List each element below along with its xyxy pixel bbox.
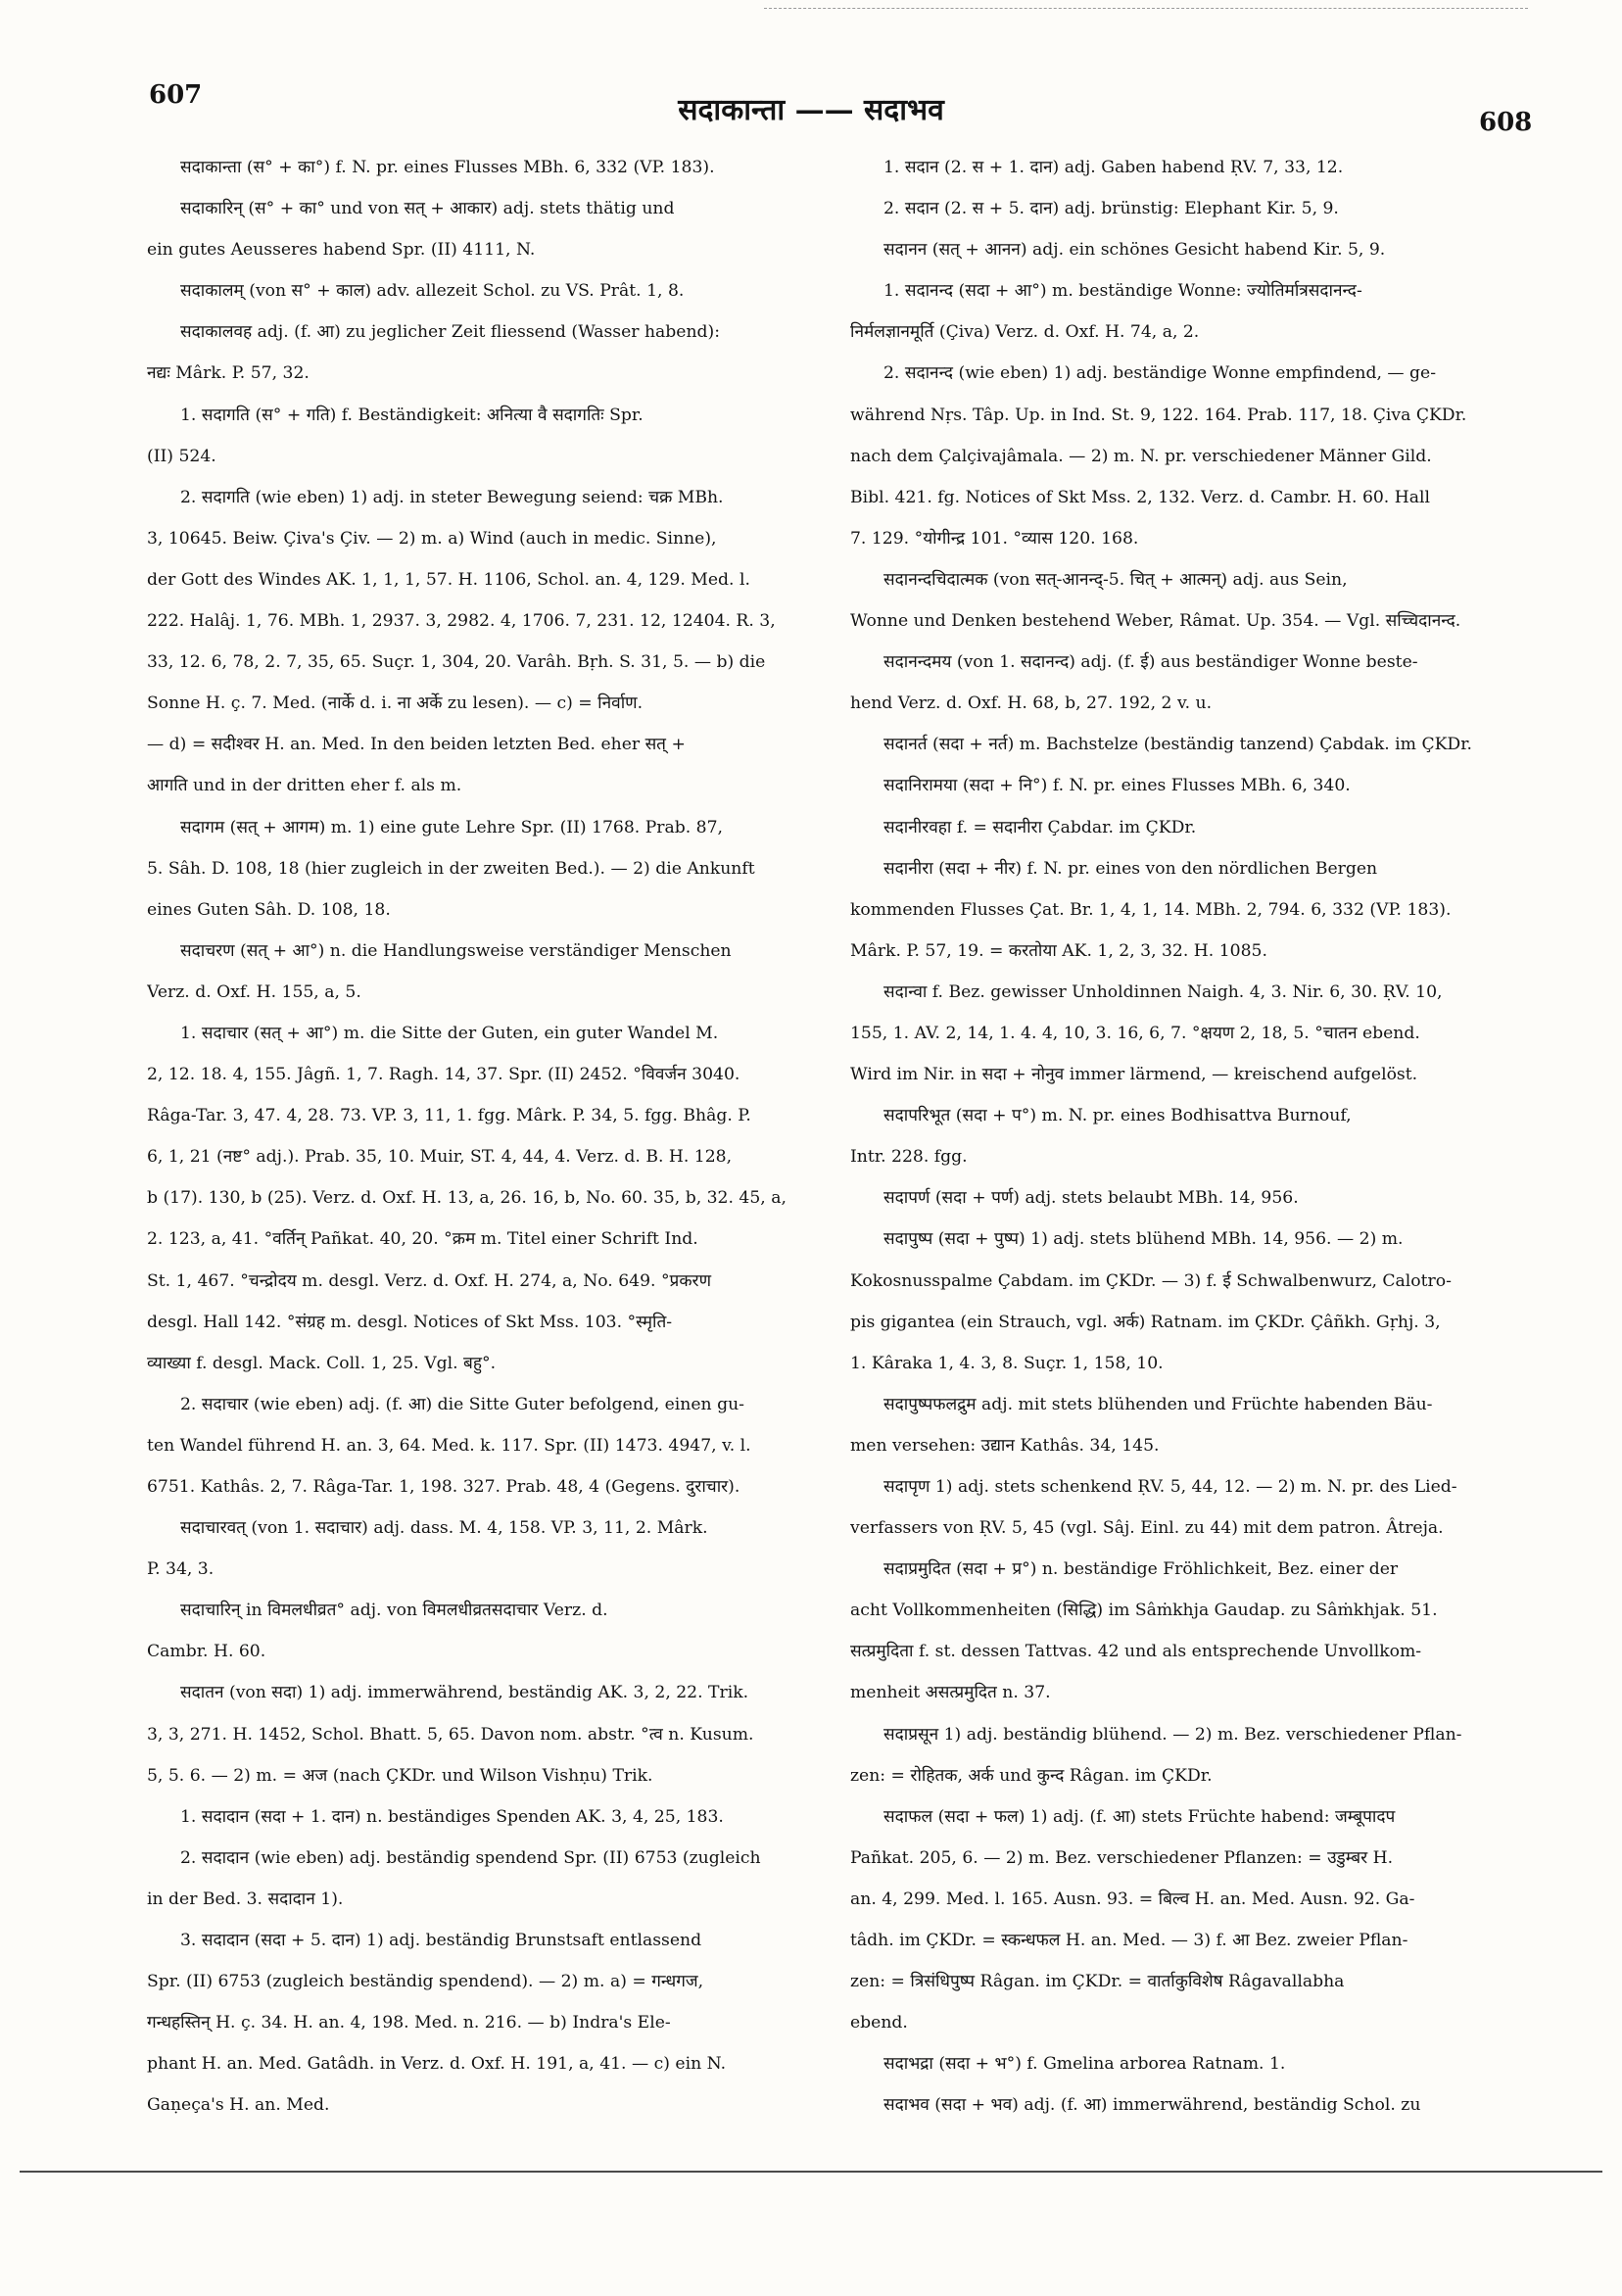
dictionary-line: nach dem Çalçivajâmala. — 2) m. N. pr. verschiedener Männer Gild. <box>850 446 1432 466</box>
dictionary-line: सदापर्ण (सदा + पर्ण) adj. stets belaubt MBh. 14, 956. <box>883 1188 1299 1209</box>
dictionary-line: Spr. (II) 6753 (zugleich beständig spendend). — 2) m. a) = गन्धगज, <box>147 1972 704 1992</box>
dictionary-line: सदाभद्रा (सदा + भ°) f. Gmelina arborea Ratnam. 1. <box>883 2054 1286 2075</box>
dictionary-line: 5, 5. 6. — 2) m. = अज (nach ÇKDr. und Wilson Vishṇu) Trik. <box>147 1765 653 1786</box>
dictionary-line: b (17). 130, b (25). Verz. d. Oxf. H. 13, a, 26. 16, b, No. 60. 35, b, 32. 45, a, <box>147 1188 787 1209</box>
right-column <box>850 147 1501 2127</box>
dictionary-line: Kokosnusspalme Çabdam. im ÇKDr. — 3) f. ई Schwalbenwurz, Calotro- <box>850 1270 1452 1291</box>
dictionary-line: सदानन्दमय (von 1. सदानन्द) adj. (f. ई) aus beständiger Wonne beste- <box>883 652 1418 673</box>
dictionary-line: Cambr. H. 60. <box>147 1642 266 1662</box>
dictionary-line: 7. 129. °योगीन्द्र 101. °व्यास 120. 168. <box>850 528 1139 549</box>
dictionary-line: सदाप्रसून 1) adj. beständig blühend. — 2) m. Bez. verschiedener Pflan- <box>883 1724 1462 1745</box>
dictionary-line: सदाकारिन् (स° + का° und von सत् + आकार) adj. stets thätig und <box>180 199 675 219</box>
dictionary-line: Gaṇeça's H. an. Med. <box>147 2095 330 2116</box>
dictionary-line: in der Bed. 3. सदादान 1). <box>147 1889 344 1909</box>
dictionary-line: pis gigantea (ein Strauch, vgl. अर्क) Ratnam. im ÇKDr. Çâñkh. Gṛhj. 3, <box>850 1312 1441 1332</box>
dictionary-line: eines Guten Sâh. D. 108, 18. <box>147 899 391 920</box>
dictionary-line: desgl. Hall 142. °संग्रह m. desgl. Notices of Skt Mss. 103. °स्मृति- <box>147 1312 673 1332</box>
dictionary-line: ein gutes Aeusseres habend Spr. (II) 4111, N. <box>147 240 536 261</box>
dictionary-line: hend Verz. d. Oxf. H. 68, b, 27. 192, 2 v. u. <box>850 694 1213 714</box>
dictionary-line: 3, 3, 271. H. 1452, Schol. Bhatt. 5, 65. Davon nom. abstr. °त्व n. Kusum. <box>147 1724 754 1745</box>
dictionary-line: an. 4, 299. Med. l. 165. Ausn. 93. = बिल्व H. an. Med. Ausn. 92. Ga- <box>850 1889 1415 1909</box>
running-title: सदाकान्ता —— सदाभव <box>678 93 944 127</box>
dictionary-line: सदानन (सत् + आनन) adj. ein schönes Gesicht habend Kir. 5, 9. <box>883 240 1386 261</box>
dictionary-line: verfassers von ṚV. 5, 45 (vgl. Sâj. Einl. zu 44) mit dem patron. Âtreja. <box>850 1518 1444 1539</box>
dictionary-line: 2. सदाचार (wie eben) adj. (f. आ) die Sitte Guter befolgend, einen gu- <box>180 1394 744 1414</box>
dictionary-line: सदानीरा (सदा + नीर) f. N. pr. eines von den nördlichen Bergen <box>883 858 1378 879</box>
dictionary-line: 6751. Kathâs. 2, 7. Râga-Tar. 1, 198. 327. Prab. 48, 4 (Gegens. दुराचार). <box>147 1477 740 1497</box>
dictionary-line: tâdh. im ÇKDr. = स्कन्धफल H. an. Med. — 3) f. आ Bez. zweier Pflan- <box>850 1931 1408 1951</box>
dictionary-line: 1. Kâraka 1, 4. 3, 8. Suçr. 1, 158, 10. <box>850 1353 1164 1373</box>
dictionary-line: 2, 12. 18. 4, 155. Jâgñ. 1, 7. Ragh. 14, 37. Spr. (II) 2452. °विवर्जन 3040. <box>147 1065 740 1085</box>
dictionary-line: सदाकालम् (von स° + काल) adv. allezeit Schol. zu VS. Prât. 1, 8. <box>180 281 685 302</box>
page-number-right: 608 <box>1479 108 1533 137</box>
dictionary-line: 1. सदादान (सदा + 1. दान) n. beständiges Spenden AK. 3, 4, 25, 183. <box>180 1806 724 1827</box>
dictionary-line: Wird im Nir. in सदा + नोनुव immer lärmend, — kreischend aufgelöst. <box>850 1065 1418 1085</box>
dictionary-line: 3, 10645. Beiw. Çiva's Çiv. — 2) m. a) Wind (auch in medic. Sinne), <box>147 528 717 549</box>
dictionary-line: Verz. d. Oxf. H. 155, a, 5. <box>147 981 361 1002</box>
dictionary-line: der Gott des Windes AK. 1, 1, 1, 57. H. 1106, Schol. an. 4, 129. Med. l. <box>147 569 750 590</box>
dictionary-line: सदापुष्प (सदा + पुष्प) 1) adj. stets blühend MBh. 14, 956. — 2) m. <box>883 1229 1404 1250</box>
dictionary-line: 33, 12. 6, 78, 2. 7, 35, 65. Suçr. 1, 304, 20. Varâh. Bṛh. S. 31, 5. — b) die <box>147 652 766 673</box>
dictionary-line: Mârk. P. 57, 19. = करतोया AK. 1, 2, 3, 32. H. 1085. <box>850 940 1267 961</box>
dictionary-line: phant H. an. Med. Gatâdh. in Verz. d. Oxf. H. 191, a, 41. — c) ein N. <box>147 2054 727 2075</box>
dictionary-line: 2. 123, a, 41. °वर्तिन् Pañkat. 40, 20. °क्रम m. Titel einer Schrift Ind. <box>147 1229 698 1250</box>
dictionary-line: 5. Sâh. D. 108, 18 (hier zugleich in der zweiten Bed.). — 2) die Ankunft <box>147 858 755 879</box>
dictionary-line: सदातन (von सदा) 1) adj. immerwährend, beständig AK. 3, 2, 22. Trik. <box>180 1683 749 1703</box>
page-number-left: 607 <box>149 80 203 110</box>
dictionary-line: सदाभव (सदा + भव) adj. (f. आ) immerwährend, beständig Schol. zu <box>883 2095 1421 2116</box>
top-edge-rule <box>764 8 1528 9</box>
dictionary-line: menheit असत्प्रमुदित n. 37. <box>850 1683 1051 1703</box>
dictionary-line: acht Vollkommenheiten (सिद्धि) im Sâṁkhja Gaudap. zu Sâṁkhjak. 51. <box>850 1601 1438 1621</box>
dictionary-line: 1. सदागति (स° + गति) f. Beständigkeit: अनित्या वै सदागतिः Spr. <box>180 405 644 425</box>
dictionary-line: 2. सदानन्द (wie eben) 1) adj. beständige Wonne empfindend, — ge- <box>883 363 1437 384</box>
dictionary-line: ebend. <box>850 2013 908 2033</box>
dictionary-line: सदानीरवहा f. = सदानीरा Çabdar. im ÇKDr. <box>883 817 1197 837</box>
dictionary-line: सत्प्रमुदिता f. st. dessen Tattvas. 42 und als entsprechende Unvollkom- <box>850 1642 1422 1662</box>
dictionary-line: 2. सदान (2. स + 5. दान) adj. brünstig: Elephant Kir. 5, 9. <box>883 199 1339 219</box>
dictionary-line: (II) 524. <box>147 446 216 466</box>
dictionary-line: 155, 1. AV. 2, 14, 1. 4. 4, 10, 3. 16, 6, 7. °क्षयण 2, 18, 5. °चातन ebend. <box>850 1023 1420 1043</box>
dictionary-line: kommenden Flusses Çat. Br. 1, 4, 1, 14. MBh. 2, 794. 6, 332 (VP. 183). <box>850 899 1452 920</box>
dictionary-line: zen: = रोहितक, अर्क und कुन्द Râgan. im ÇKDr. <box>850 1765 1213 1786</box>
dictionary-line: सदापृण 1) adj. stets schenkend ṚV. 5, 44, 12. — 2) m. N. pr. des Lied- <box>883 1477 1457 1497</box>
dictionary-line: व्याख्या f. desgl. Mack. Coll. 1, 25. Vgl. बहु°. <box>147 1353 497 1373</box>
dictionary-line: Bibl. 421. fg. Notices of Skt Mss. 2, 132. Verz. d. Cambr. H. 60. Hall <box>850 487 1430 507</box>
dictionary-line: सदानन्दचिदात्मक (von सत्-आनन्द्-5. चित् + आत्मन्) adj. aus Sein, <box>883 569 1348 590</box>
dictionary-line: zen: = त्रिसंधिपुष्प Râgan. im ÇKDr. = वार्ताकुविशेष Râgavallabha <box>850 1972 1345 1992</box>
dictionary-line: 2. सदागति (wie eben) 1) adj. in steter Bewegung seiend: चक्र MBh. <box>180 487 724 507</box>
dictionary-line: 1. सदाचार (सत् + आ°) m. die Sitte der Guten, ein guter Wandel M. <box>180 1023 719 1043</box>
dictionary-line: 222. Halâj. 1, 76. MBh. 1, 2937. 3, 2982. 4, 1706. 7, 231. 12, 12404. R. 3, <box>147 611 776 632</box>
dictionary-line: Râga-Tar. 3, 47. 4, 28. 73. VP. 3, 11, 1. fgg. Mârk. P. 34, 5. fgg. Bhâg. P. <box>147 1106 751 1126</box>
dictionary-line: men versehen: उद्यान Kathâs. 34, 145. <box>850 1435 1160 1456</box>
dictionary-line: सदान्वा f. Bez. gewisser Unholdinnen Naigh. 4, 3. Nir. 6, 30. ṚV. 10, <box>883 981 1443 1002</box>
dictionary-line: Pañkat. 205, 6. — 2) m. Bez. verschiedener Pflanzen: = उडुम्बर H. <box>850 1847 1394 1868</box>
dictionary-line: — d) = सदीश्वर H. an. Med. In den beiden letzten Bed. eher सत् + <box>147 735 686 755</box>
dictionary-line: आगति und in der dritten eher f. als m. <box>147 776 462 796</box>
dictionary-line: 1. सदानन्द (सदा + आ°) m. beständige Wonne: ज्योतिर्मात्रसदानन्द- <box>883 281 1362 302</box>
dictionary-line: Wonne und Denken bestehend Weber, Râmat. Up. 354. — Vgl. सच्चिदानन्द. <box>850 611 1461 632</box>
dictionary-line: 6, 1, 21 (नष्ट° adj.). Prab. 35, 10. Muir, ST. 4, 44, 4. Verz. d. B. H. 128, <box>147 1147 733 1168</box>
dictionary-line: 1. सदान (2. स + 1. दान) adj. Gaben habend ṚV. 7, 33, 12. <box>883 158 1344 177</box>
bottom-rule <box>20 2171 1602 2173</box>
dictionary-line: सदाकालवह adj. (f. आ) zu jeglicher Zeit fliessend (Wasser habend): <box>180 322 721 343</box>
dictionary-line: सदानर्त (सदा + नर्त) m. Bachstelze (beständig tanzend) Çabdak. im ÇKDr. <box>883 735 1473 755</box>
left-column <box>147 147 795 2127</box>
dictionary-line: सदाचरण (सत् + आ°) n. die Handlungsweise verständiger Menschen <box>180 940 732 961</box>
dictionary-line: सदापुष्पफलद्रुम adj. mit stets blühenden und Früchte habenden Bäu- <box>883 1394 1433 1414</box>
dictionary-line: सदाफल (सदा + फल) 1) adj. (f. आ) stets Früchte habend: जम्बूपादप <box>883 1806 1396 1827</box>
dictionary-line: ten Wandel führend H. an. 3, 64. Med. k. 117. Spr. (II) 1473. 4947, v. l. <box>147 1435 751 1456</box>
dictionary-line: 2. सदादान (wie eben) adj. beständig spendend Spr. (II) 6753 (zugleich <box>180 1847 761 1868</box>
dictionary-line: सदाप्रमुदित (सदा + प्र°) n. beständige Fröhlichkeit, Bez. einer der <box>883 1559 1399 1580</box>
dictionary-line: während Nṛs. Tâp. Up. in Ind. St. 9, 122. 164. Prab. 117, 18. Çiva ÇKDr. <box>850 405 1467 425</box>
dictionary-line: 3. सदादान (सदा + 5. दान) 1) adj. beständig Brunstsaft entlassend <box>180 1931 702 1951</box>
dictionary-line: सदाचारिन् in विमलधीव्रत° adj. von विमलधीव्रतसदाचार Verz. d. <box>180 1601 608 1621</box>
dictionary-line: St. 1, 467. °चन्द्रोदय m. desgl. Verz. d. Oxf. H. 274, a, No. 649. °प्रकरण <box>147 1270 711 1291</box>
dictionary-line: P. 34, 3. <box>147 1559 215 1580</box>
dictionary-line: नद्यः Mârk. P. 57, 32. <box>147 363 310 384</box>
dictionary-line: Intr. 228. fgg. <box>850 1147 968 1168</box>
dictionary-line: गन्धहस्तिन् H. ç. 34. H. an. 4, 198. Med. n. 216. — b) Indra's Ele- <box>147 2013 671 2033</box>
dictionary-line: सदापरिभूत (सदा + प°) m. N. pr. eines Bodhisattva Burnouf, <box>883 1106 1352 1126</box>
dictionary-line: Sonne H. ç. 7. Med. (नार्के d. i. ना अर्के zu lesen). — c) = निर्वाण. <box>147 694 644 714</box>
dictionary-line: सदागम (सत् + आगम) m. 1) eine gute Lehre Spr. (II) 1768. Prab. 87, <box>180 817 724 837</box>
dictionary-line: सदानिरामया (सदा + नि°) f. N. pr. eines Flusses MBh. 6, 340. <box>883 776 1351 796</box>
dictionary-line: सदाकान्ता (स° + का°) f. N. pr. eines Flusses MBh. 6, 332 (VP. 183). <box>180 158 715 177</box>
dictionary-line: सदाचारवत् (von 1. सदाचार) adj. dass. M. 4, 158. VP. 3, 11, 2. Mârk. <box>180 1518 708 1539</box>
dictionary-line: निर्मलज्ञानमूर्ति (Çiva) Verz. d. Oxf. H. 74, a, 2. <box>850 322 1200 343</box>
